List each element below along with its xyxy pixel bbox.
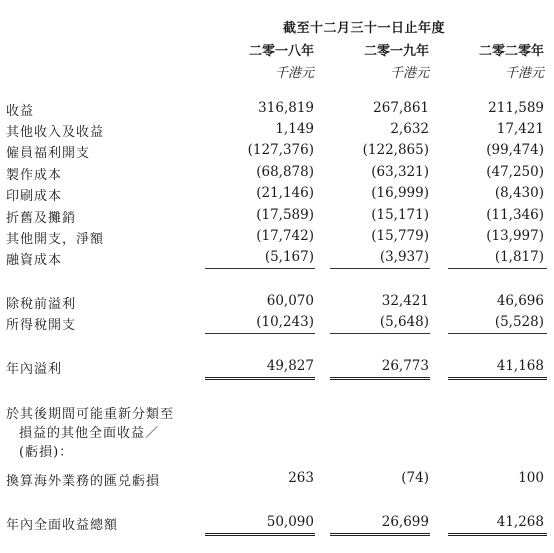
subtotal-rule: [330, 333, 430, 334]
unit-2018: 千港元: [274, 66, 314, 81]
table-row: [0, 142, 554, 162]
table-row: [0, 514, 554, 534]
value-2020: 46,696: [496, 293, 544, 309]
oci-heading-line1: 於其後期間可能重新分類至: [6, 407, 175, 422]
value-2019: (15,171): [371, 207, 429, 223]
table-row: [0, 293, 554, 313]
value-2020: (47,250): [486, 164, 544, 180]
year-2018-heading: 二零一八年: [248, 44, 314, 59]
row-label: 製作成本: [6, 168, 63, 183]
value-2020: (5,528): [494, 314, 544, 330]
value-2018: 50,090: [266, 514, 314, 530]
value-2019: 2,632: [390, 121, 429, 137]
subtotal-rule: [448, 333, 547, 334]
subtotal-rule: [330, 268, 430, 269]
table-row: [0, 164, 554, 184]
value-2019: (3,937): [379, 249, 429, 265]
row-label: 其他收入及收益: [6, 125, 105, 140]
value-2020: (13,997): [486, 228, 544, 244]
value-2018: 49,827: [266, 358, 314, 374]
value-2020: 17,421: [496, 121, 544, 137]
row-label: 其他開支，淨額: [6, 232, 105, 247]
table-row: [0, 207, 554, 227]
value-2020: 211,589: [488, 100, 544, 116]
row-label: 收益: [6, 104, 35, 119]
total-double-rule: [205, 377, 315, 380]
value-2019: (16,999): [371, 185, 429, 201]
value-2018: (127,376): [247, 142, 314, 158]
value-2018: 263: [288, 470, 314, 486]
value-2020: (11,346): [486, 207, 544, 223]
table-row: [0, 470, 554, 490]
table-row: [0, 314, 554, 334]
value-2020: (8,430): [494, 185, 544, 201]
year-2019-heading: 二零一九年: [363, 44, 429, 59]
value-2019: 32,421: [381, 293, 429, 309]
value-2018: (17,589): [256, 207, 314, 223]
row-label: 年內溢利: [6, 362, 63, 377]
value-2020: 100: [518, 470, 544, 486]
total-double-rule: [205, 533, 315, 536]
year-2020-heading: 二零二零年: [478, 44, 544, 59]
value-2019: (74): [401, 470, 429, 486]
oci-heading: [6, 405, 174, 462]
row-label: 僱員福利開支: [6, 146, 91, 161]
value-2018: 1,149: [275, 121, 314, 137]
value-2018: 316,819: [258, 100, 314, 116]
value-2019: (15,779): [371, 228, 429, 244]
table-row: [0, 228, 554, 248]
unit-2019: 千港元: [389, 66, 429, 81]
value-2019: 26,773: [381, 358, 429, 374]
value-2019: (63,321): [371, 164, 429, 180]
table-row: [0, 249, 554, 269]
row-label: 換算海外業務的匯兑虧損: [6, 474, 161, 489]
unit-2020: 千港元: [504, 66, 544, 81]
value-2019: 26,699: [381, 514, 429, 530]
table-row: [0, 121, 554, 141]
value-2019: (122,865): [362, 142, 429, 158]
table-row: [0, 185, 554, 205]
value-2019: 267,861: [373, 100, 429, 116]
value-2020: 41,268: [496, 514, 544, 530]
period-heading: 截至十二月三十一日止年度: [283, 21, 446, 36]
value-2018: (5,167): [264, 249, 314, 265]
total-double-rule: [448, 533, 547, 536]
value-2018: (21,146): [256, 185, 314, 201]
row-label: 年內全面收益總額: [6, 518, 119, 533]
value-2018: (17,742): [256, 228, 314, 244]
row-label: 印刷成本: [6, 189, 63, 204]
value-2018: (68,878): [256, 164, 314, 180]
value-2020: 41,168: [496, 358, 544, 374]
subtotal-rule: [205, 333, 315, 334]
oci-heading-line2: 損益的其他全面收益／: [19, 426, 160, 441]
row-label: 除稅前溢利: [6, 297, 77, 312]
table-row: [0, 358, 554, 378]
row-label: 折舊及攤銷: [6, 211, 77, 226]
value-2020: (1,817): [494, 249, 544, 265]
row-label: 所得稅開支: [6, 318, 77, 333]
total-double-rule: [330, 377, 430, 380]
subtotal-rule: [205, 268, 315, 269]
oci-heading-line3: (虧損)：: [19, 445, 74, 460]
value-2018: (10,243): [256, 314, 314, 330]
subtotal-rule: [448, 268, 547, 269]
total-double-rule: [330, 533, 430, 536]
value-2020: (99,474): [486, 142, 544, 158]
table-row: [0, 100, 554, 120]
row-label: 融資成本: [6, 253, 63, 268]
total-double-rule: [448, 377, 547, 380]
value-2018: 60,070: [266, 293, 314, 309]
value-2019: (5,648): [379, 314, 429, 330]
